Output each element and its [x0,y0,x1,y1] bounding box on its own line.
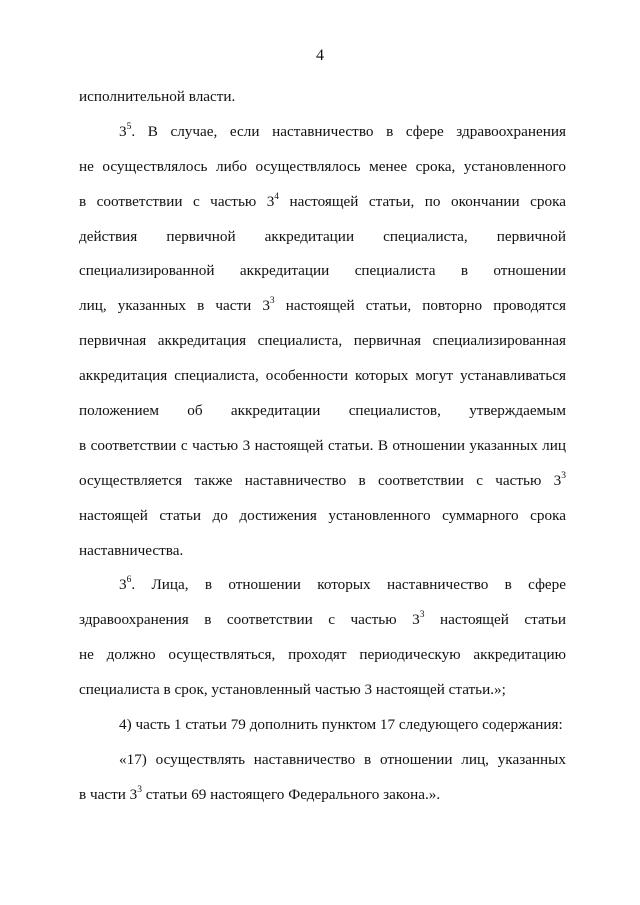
line-text: исполнительной власти. [79,88,236,105]
text-line-18 [79,673,566,708]
line-text: действия первичной аккредитации специалиста, первичной [79,227,566,245]
line-text: настоящей статьи [424,611,566,629]
text-line-10 [79,394,566,429]
line-text: настоящей статьи, по окончании срока [279,192,566,210]
line-text: настоящей статьи до достижения установленного суммарного срока [79,506,566,524]
line-text: настоящей статьи, повторно проводятся [274,297,566,315]
superscript: 5 [126,121,132,132]
line-prefix: 3 [119,122,127,140]
superscript: 3 [269,296,275,307]
line-text: статьи 69 настоящего Федерального закона.». [142,785,441,803]
text-line-7 [79,289,566,324]
text-line-21 [79,778,566,813]
document-body [79,80,566,813]
text-line-16 [79,603,566,638]
line-text: первичная аккредитация специалиста, первичная специализированная [79,332,566,350]
line-text: не должно осуществляться, проходят периодическую аккредитацию [79,646,566,664]
text-line-8 [79,324,566,359]
text-line-19 [79,708,566,743]
line-prefix: в соответствии с частью 3 [79,192,275,210]
text-line-1 [79,80,566,115]
text-line-4 [79,185,566,220]
page-number: 4 [316,47,324,64]
line-text: . В случае, если наставничество в сфере здравоохранения [131,122,566,140]
line-prefix: 3 [119,576,127,594]
superscript: 3 [561,470,566,481]
line-text: 4) часть 1 статьи 79 дополнить пунктом 17 следующего содержания: [119,716,563,734]
superscript: 3 [137,784,142,795]
line-text: «17) осуществлять наставничество в отношении лиц, указанных [119,750,566,768]
text-line-20 [79,743,566,778]
text-line-14 [79,534,566,569]
superscript: 3 [419,610,425,621]
text-line-11 [79,429,566,464]
line-text: специализированной аккредитации специалиста в отношении [79,262,566,280]
line-text: . Лица, в отношении которых наставничество в сфере [131,576,566,594]
line-text: специалиста в срок, установленный частью 3 настоящей статьи.»; [79,681,506,699]
line-prefix: лиц, указанных в части 3 [79,297,270,315]
line-text: аккредитация специалиста, особенности которых могут устанавливаться [79,367,566,385]
line-prefix: здравоохранения в соответствии с частью 3 [79,611,420,629]
text-line-9 [79,359,566,394]
superscript: 6 [126,575,132,586]
text-line-13 [79,499,566,534]
line-text: не осуществлялось либо осуществлялось менее срока, установленного [79,157,566,175]
text-line-2 [79,115,566,150]
superscript: 4 [274,191,280,202]
line-prefix: осуществляется также наставничество в соответствии с частью 3 [79,471,562,489]
text-line-12 [79,464,566,499]
text-line-17 [79,638,566,673]
line-text: в соответствии с частью 3 настоящей статьи. В отношении указанных лиц [79,436,566,454]
text-line-6 [79,254,566,289]
text-line-15 [79,568,566,603]
line-text: положением об аккредитации специалистов, утверждаемым [79,402,566,420]
text-line-3 [79,150,566,185]
line-prefix: в части 3 [79,785,138,803]
text-line-5 [79,220,566,255]
line-text: наставничества. [79,541,184,559]
